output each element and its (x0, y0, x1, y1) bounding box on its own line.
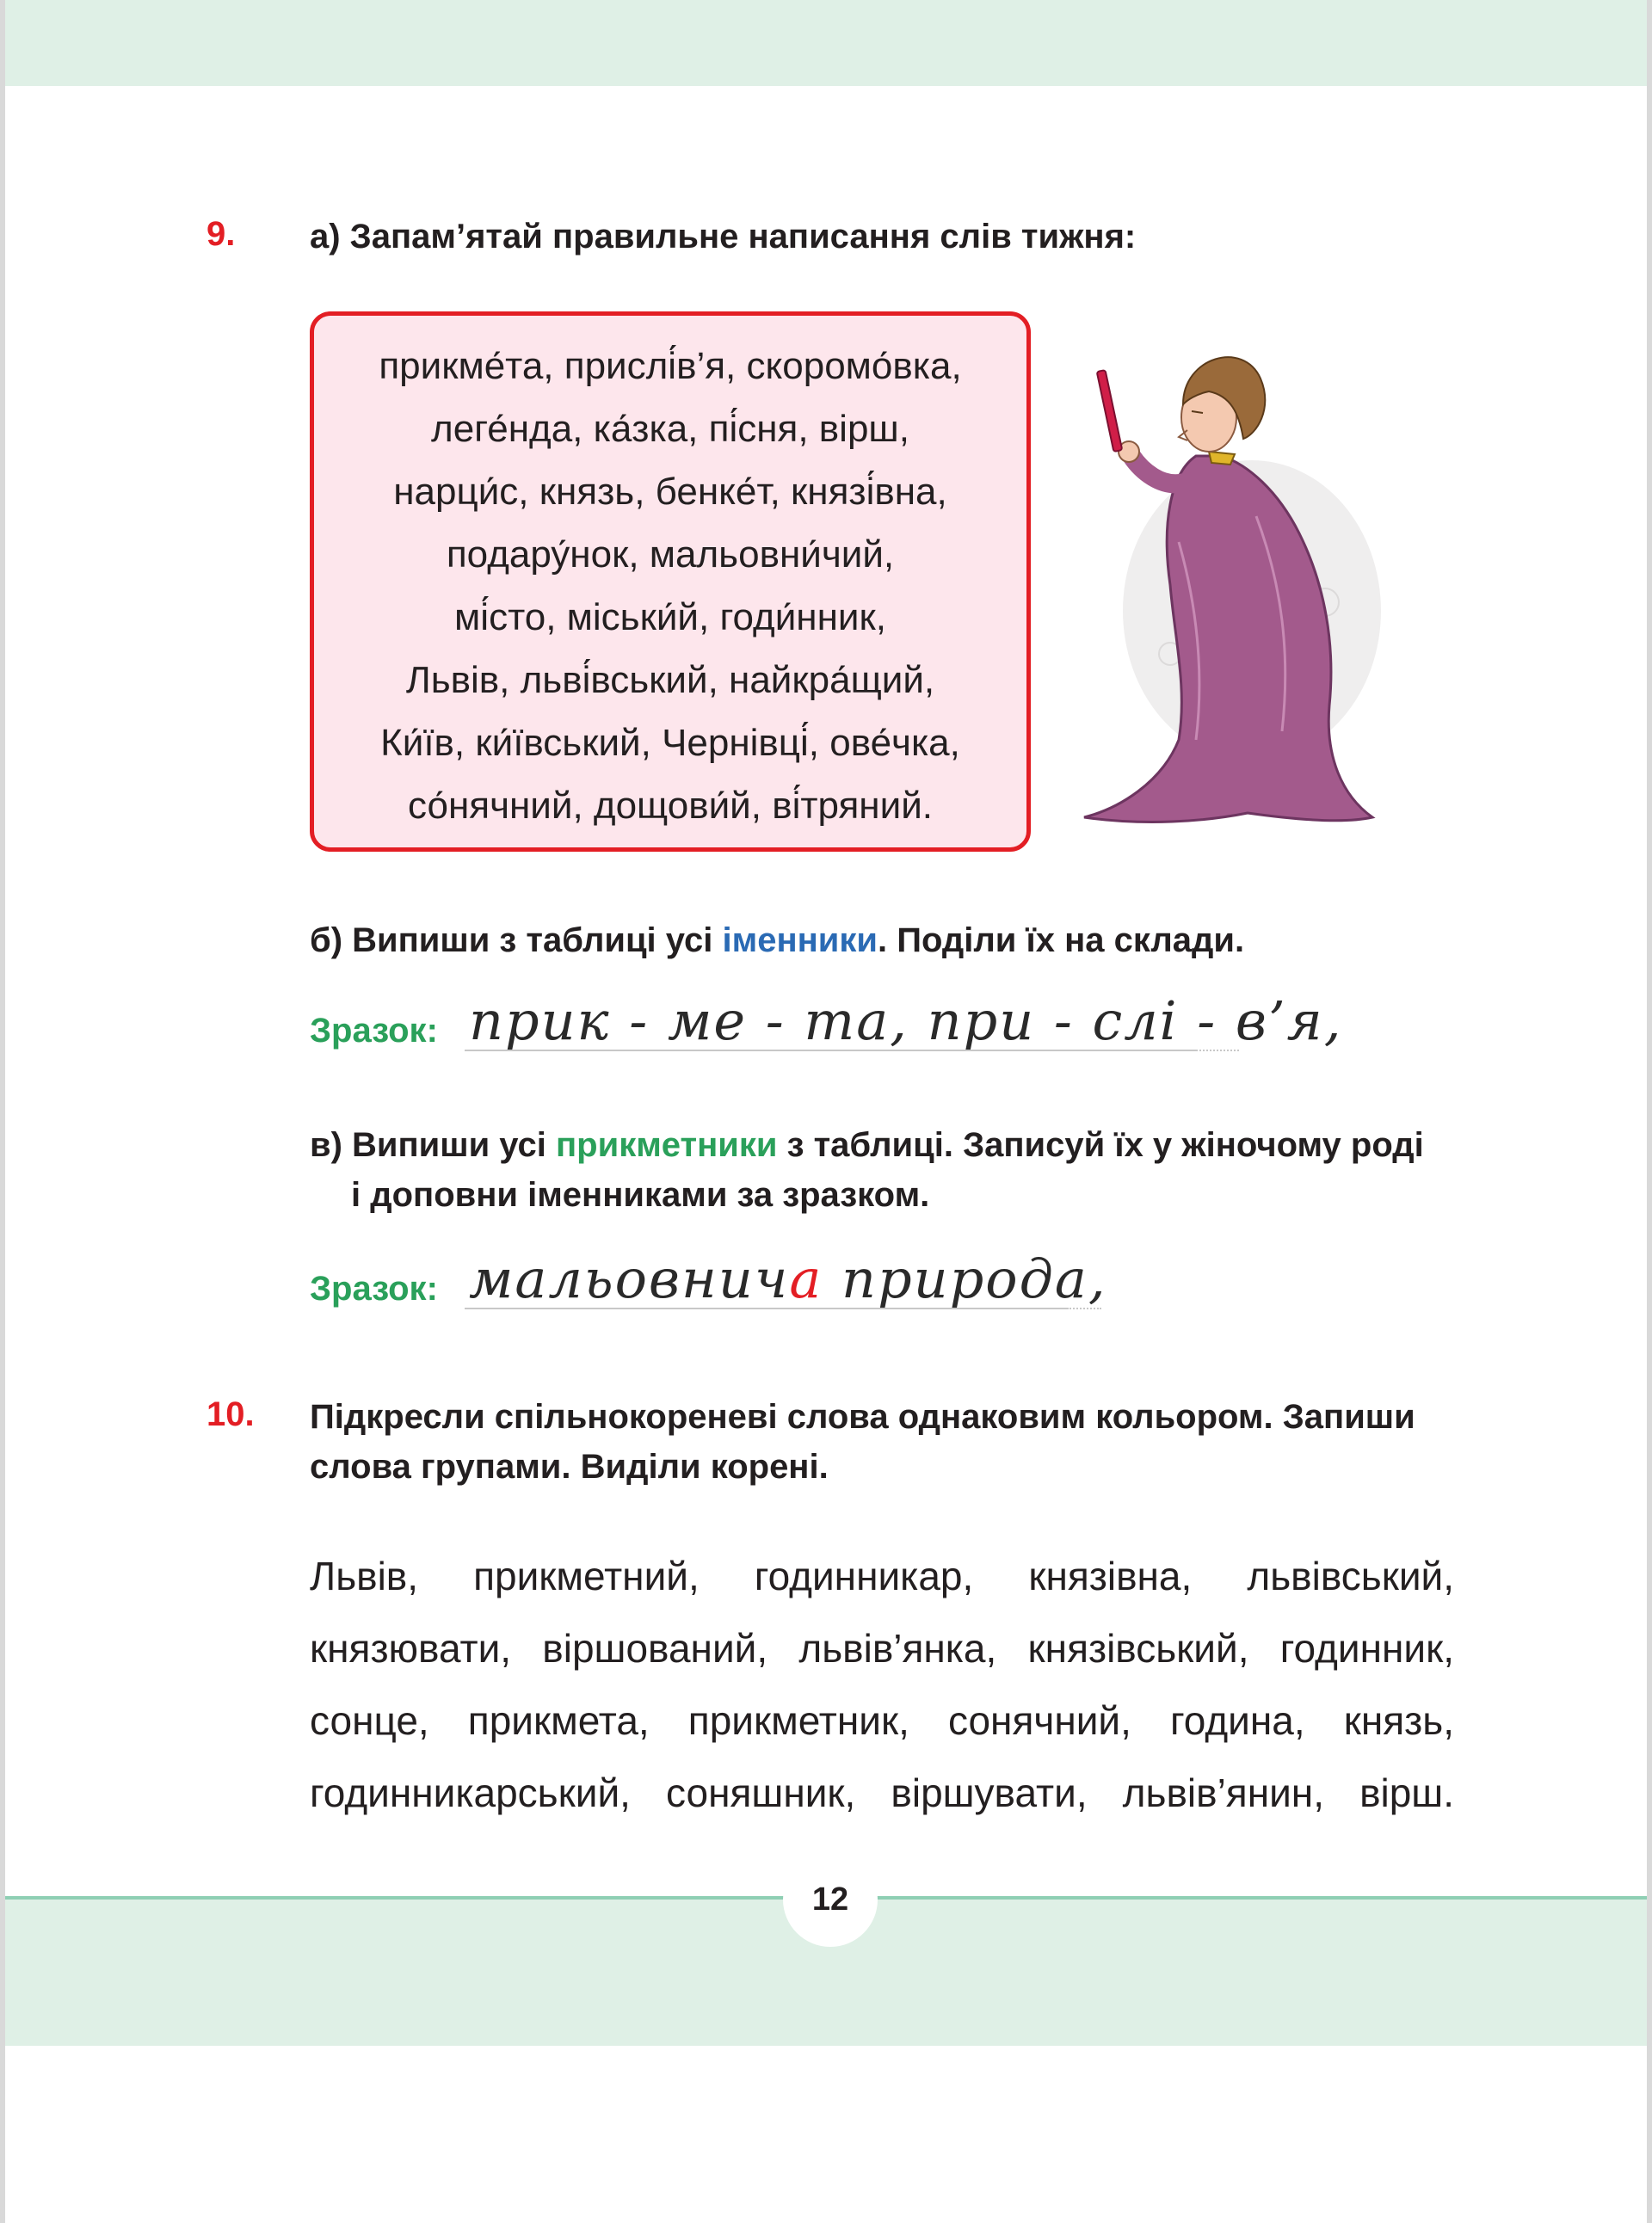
page-edge-right (1647, 0, 1652, 2223)
word-line: нарци́с, князь, бенке́т, князі́вна, (393, 471, 947, 513)
sample-adjective-script (469, 1247, 1107, 1310)
task-9c-text-end: з таблиці. Записуй їх у жіночому роді (777, 1126, 1424, 1164)
word-list-line: Львів, прикметний, годинникар, князівна, львівський, (310, 1554, 1454, 1598)
task-9b-instruction (310, 915, 1244, 965)
task-9c-text: в) Випиши усі (310, 1126, 557, 1164)
task-9c-instruction-line2: і доповни іменниками за зразком. (351, 1176, 930, 1214)
sample-feminine-ending: а (789, 1247, 823, 1310)
word-list-line: князювати, віршований, львів’янка, князівський, годинник, (310, 1626, 1454, 1671)
adjectives-highlight: прикметники (556, 1126, 778, 1164)
sample-label-9c: Зразок: (310, 1270, 438, 1308)
task-9b-text-end: . Поділи їх на склади. (877, 921, 1245, 959)
writing-guide-dots (1067, 1308, 1101, 1309)
task-9c-instruction (310, 1120, 1424, 1170)
task-10-instruction-line1: Підкресли спільнокореневі слова однаковим кольором. Запиши (310, 1398, 1415, 1436)
word-line: подару́нок, мальовни́чий, (446, 533, 895, 576)
word-line: леге́нда, ка́зка, пі́сня, вірш, (431, 408, 909, 450)
writing-guide-line (465, 1308, 1067, 1309)
word-line: мі́сто, міськи́й, годи́нник, (454, 596, 886, 638)
writing-guide-line (465, 1050, 1196, 1051)
sample-syllables-script: прик - ме - та, при - слі - в’я, (469, 989, 1343, 1052)
word-list-line: годинникарський, соняшник, віршувати, львів’янин, вірш. (310, 1770, 1454, 1815)
writing-guide-dots (1196, 1050, 1239, 1051)
word-line: Ки́їв, ки́ївський, Чернівці́, ове́чка, (380, 722, 960, 764)
sample-noun-script: природа, (823, 1247, 1107, 1310)
task-10-number: 10. (206, 1395, 255, 1433)
word-line: прикме́та, прислі́в’я, скоромо́вка, (379, 345, 962, 387)
word-line: со́нячний, дощови́й, ві́тряний. (407, 785, 933, 827)
task-10-word-list (310, 1540, 1454, 1829)
woman-with-pencil-illustration (1067, 327, 1394, 843)
sample-label-9b: Зразок: (310, 1012, 438, 1050)
nouns-highlight: іменники (722, 921, 878, 959)
words-of-week-box (310, 311, 1031, 852)
task-10-instruction-line2: слова групами. Виділи корені. (310, 1448, 829, 1486)
word-line: Львів, льві́вський, найкра́щий, (405, 659, 935, 701)
word-list-line: сонце, прикмета, прикметник, сонячний, година, князь, (310, 1698, 1454, 1743)
task-9-number: 9. (206, 215, 236, 253)
task-9b-text: б) Випиши з таблиці усі (310, 921, 723, 959)
task-9a-instruction: а) Запам’ятай правильне написання слів тижня: (310, 218, 1137, 256)
sample-adjective-stem: мальовнич (469, 1247, 790, 1310)
header-band (5, 0, 1647, 86)
page-number: 12 (783, 1852, 878, 1947)
page-edge-left (0, 0, 5, 2223)
